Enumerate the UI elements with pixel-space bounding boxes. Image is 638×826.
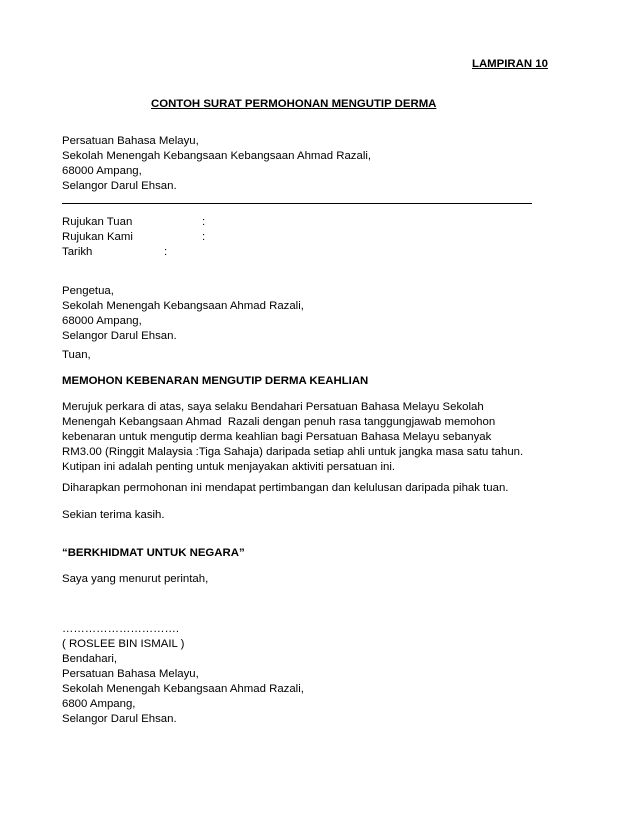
body-paragraph-2: Diharapkan permohonan ini mendapat pertimbangan dan kelulusan daripada pihak tuan. [62,482,509,494]
signature-detail: Persatuan Bahasa Melayu, [62,668,199,680]
signature-detail: Sekolah Menengah Kebangsaan Ahmad Razali, [62,683,304,695]
sender-line: 68000 Ampang, [62,165,142,177]
sender-line: Selangor Darul Ehsan. [62,180,177,192]
signature-detail: 6800 Ampang, [62,698,136,710]
signature-detail: Bendahari, [62,653,118,665]
sender-line: Sekolah Menengah Kebangsaan Kebangsaan Ahmad Razali, [62,150,372,162]
body-line: Kutipan ini adalah penting untuk menjayakan aktiviti persatuan ini. [62,461,396,473]
reference-label-tarikh: Tarikh [62,246,93,258]
body-line: Menengah Kebangsaan Ahmad Razali dengan penuh rasa tanggungjawab memohon [62,416,496,428]
signature-detail: Selangor Darul Ehsan. [62,713,177,725]
body-paragraph-3: Sekian terima kasih. [62,509,165,521]
recipient-line: 68000 Ampang, [62,315,142,327]
recipient-line: Pengetua, [62,285,114,297]
reference-label-rujukan-tuan: Rujukan Tuan [62,216,133,228]
recipient-line: Selangor Darul Ehsan. [62,330,177,342]
reference-separator: : [202,231,206,243]
appendix-label: LAMPIRAN 10 [472,58,548,70]
reference-separator: : [202,216,206,228]
letter-title: CONTOH SURAT PERMOHONAN MENGUTIP DERMA [151,98,437,110]
letter-subject: MEMOHON KEBENARAN MENGUTIP DERMA KEAHLIAN [62,375,369,387]
reference-label-rujukan-kami: Rujukan Kami [62,231,133,243]
header-divider [62,203,532,204]
signature-line: …………………………. [62,623,180,635]
signatory-name: ( ROSLEE BIN ISMAIL ) [62,638,185,650]
motto: “BERKHIDMAT UNTUK NEGARA” [62,547,245,559]
closing-phrase: Saya yang menurut perintah, [62,573,209,585]
body-line: RM3.00 (Ringgit Malaysia :Tiga Sahaja) daripada setiap ahli untuk jangka masa satu tahun. [62,446,524,458]
recipient-line: Sekolah Menengah Kebangsaan Ahmad Razali, [62,300,304,312]
body-line: Merujuk perkara di atas, saya selaku Bendahari Persatuan Bahasa Melayu Sekolah [62,401,484,413]
reference-separator: : [164,246,168,258]
sender-line: Persatuan Bahasa Melayu, [62,135,199,147]
salutation: Tuan, [62,349,91,361]
body-line: kebenaran untuk mengutip derma keahlian bagi Persatuan Bahasa Melayu sebanyak [62,431,492,443]
